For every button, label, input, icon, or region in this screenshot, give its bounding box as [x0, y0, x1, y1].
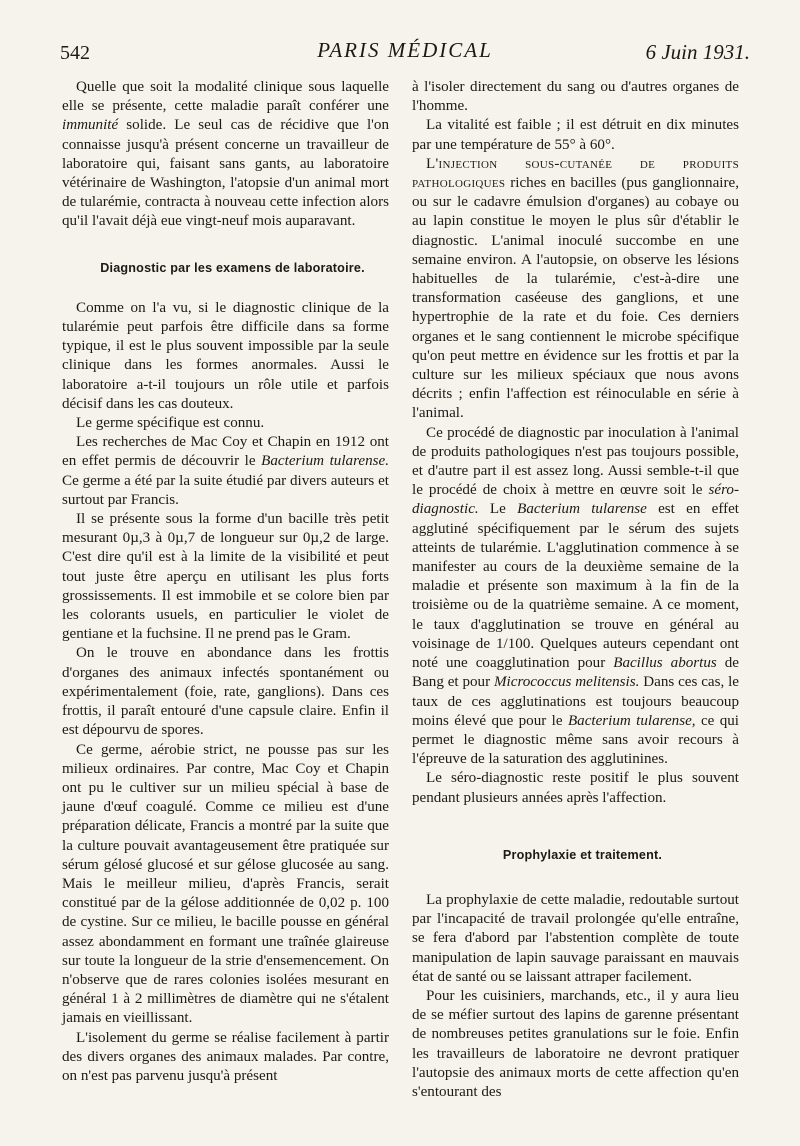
journal-title: PARIS MÉDICAL: [317, 38, 493, 62]
left-column: [62, 78, 389, 1086]
paragraph: Il se présente sous la forme d'un bacille très petit mesurant 0µ,3 à 0µ,7 de longueur sur 0µ,2 de large. C'est dire qu'il est à la limite de la visibilité et peut tout juste être aperçu en utilisant les plus forts grossissements. Il est immobile et se colore bien par les colorants usuels, en particulier le violet de gentiane et la fuchsine. Il ne prend pas le Gram.: [62, 511, 389, 643]
paragraph: Quelle que soit la modalité clinique sous laquelle elle se présente, cette maladie paraît conférer une immunité solide. Le seul cas de récidive que l'on connaisse jusqu'à présent concerne un travailleur de laboratoire qui, faisant sans gants, au laboratoire vétérinaire de Washington, l'atopsie d'un animal mort de tularémie, contracta à nouveau cette infection alors qu'il l'avait déjà eue vingt-neuf mois auparavant.: [62, 79, 389, 230]
paragraph: à l'isoler directement du sang ou d'autres organes de l'homme.: [412, 79, 739, 115]
paragraph: L'injection sous-cutanée de produits pathologiques riches en bacilles (pus ganglionnaire, ou sur le cadavre émulsion d'organes) au cobaye ou au lapin constitue le moyen le plus sûr d'établir le diagnostic. L'animal inoculé succombe en une semaine environ. A l'autopsie, on observe les lésions habituelles de la tularémie, c'est-à-dire une transformation caséeuse des ganglions, et une hypertrophie de la rate et du foie. Ces derniers organes et le sang contiennent le microbe spécifique qu'on peut mettre en évidence sur les frottis et par la culture sur les milieux spéciaux que nous avons décrits ; enfin l'affection est réinoculable en série à l'animal.: [412, 155, 739, 422]
paragraph: On le trouve en abondance dans les frottis d'organes des animaux infectés spontanément ou expérimentalement (foie, rate, ganglions). Dans ces frottis, il paraît entouré d'une capsule claire. Enfin il est dépourvu de spores.: [62, 645, 389, 739]
section-heading-prophylaxie: Prophylaxie et traitement.: [502, 847, 663, 862]
paragraph: Ce procédé de diagnostic par inoculation à l'animal de produits pathologiques n'est pas toujours possible, et d'autre part il est assez long. Aussi semble-t-il que le procédé de choix à mettre en œuvre soit le séro-diagnostic. Le Bacterium tularense est en effet agglutiné spécifiquement par le sérum des sujets atteints de tularémie. L'agglutination commence à se manifester au cours de la deuxième semaine de la maladie et présente son maximum à la fin de la troisième ou de la quatrième semaine. A ce moment, le taux d'agglutination se trouve en général au voisinage de 1/100. Quelques auteurs cependant ont noté une coagglutination pour Bacillus abortus de Bang et pour Micrococcus melitensis. Dans ces cas, le taux de ces agglutinations est toujours beaucoup moins élevé que pour le Bacterium tularense, ce qui permet le diagnostic même sans avoir recours à l'épreuve de la saturation des agglutinines.: [412, 424, 740, 768]
page-number: 542: [60, 42, 90, 64]
paragraph: Les recherches de Mac Coy et Chapin en 1912 ont en effet permis de découvrir le Bacterium tularense. Ce germe a été par la suite étudié par divers auteurs et surtout par Francis.: [62, 434, 389, 508]
paragraph: Ce germe, aérobie strict, ne pousse pas sur les milieux ordinaires. Par contre, Mac Coy et Chapin ont pu le cultiver sur un milieu spécial à base de jaune d'œuf coagulé. Comme ce milieu est d'une préparation délicate, Francis a montré par la suite que la culture pouvait avantageusement être pratiquée sur sérum gélosé glucosé et sur gélose glucosée au sang. Mais le meilleur milieu, d'après Francis, serait constitué par de la gélose additionnée de 0,02 p. 100 de cystine. Sur ce milieu, le bacille pousse en général assez abondamment en formant une traînée glaireuse sur toute la longueur de la strie d'ensemencement. On n'observe que de rares colonies isolées mesurant en général 1 à 2 millimètres de diamètre qui ne s'étalent jamais en vieillissant.: [62, 741, 389, 1027]
running-header: [60, 38, 750, 68]
paragraph: La vitalité est faible ; il est détruit en dix minutes par une température de 55° à 60°.: [412, 117, 739, 153]
paragraph: La prophylaxie de cette maladie, redoutable surtout par l'incapacité de travail prolongée qu'elle entraîne, se fera d'abord par l'abstention complète de toute manipulation de lapin sauvage paraissant en mauvais état de santé ou se laissant attraper facilement.: [412, 891, 739, 985]
paragraph: Le germe spécifique est connu.: [76, 415, 265, 432]
issue-date: 6 Juin 1931.: [645, 40, 750, 64]
paragraph: Comme on l'a vu, si le diagnostic clinique de la tularémie peut parfois être difficile dans sa forme typique, il est le plus souvent impossible par la seule clinique dans les formes anormales. Aussi le laboratoire a-t-il toujours un rôle utile et parfois décisif dans les cas douteux.: [62, 299, 389, 412]
paragraph: Le séro-diagnostic reste positif le plus souvent pendant plusieurs années après l'affection.: [412, 770, 739, 806]
right-column: [412, 78, 739, 1102]
paragraph: L'isolement du germe se réalise facilement à partir des divers organes des animaux malades. Par contre, on n'est pas parvenu jusqu'à présent: [62, 1029, 389, 1084]
paragraph: Pour les cuisiniers, marchands, etc., il y aura lieu de se méfier surtout des lapins de garenne présentant de nombreuses petites granulations sur le foie. Enfin les travailleurs de laboratoire ne devront pratiquer l'autopsie des animaux morts de cette affection qu'en s'entourant des: [412, 987, 739, 1100]
section-heading-diagnostic: Diagnostic par les examens de laboratoire.: [100, 260, 365, 275]
